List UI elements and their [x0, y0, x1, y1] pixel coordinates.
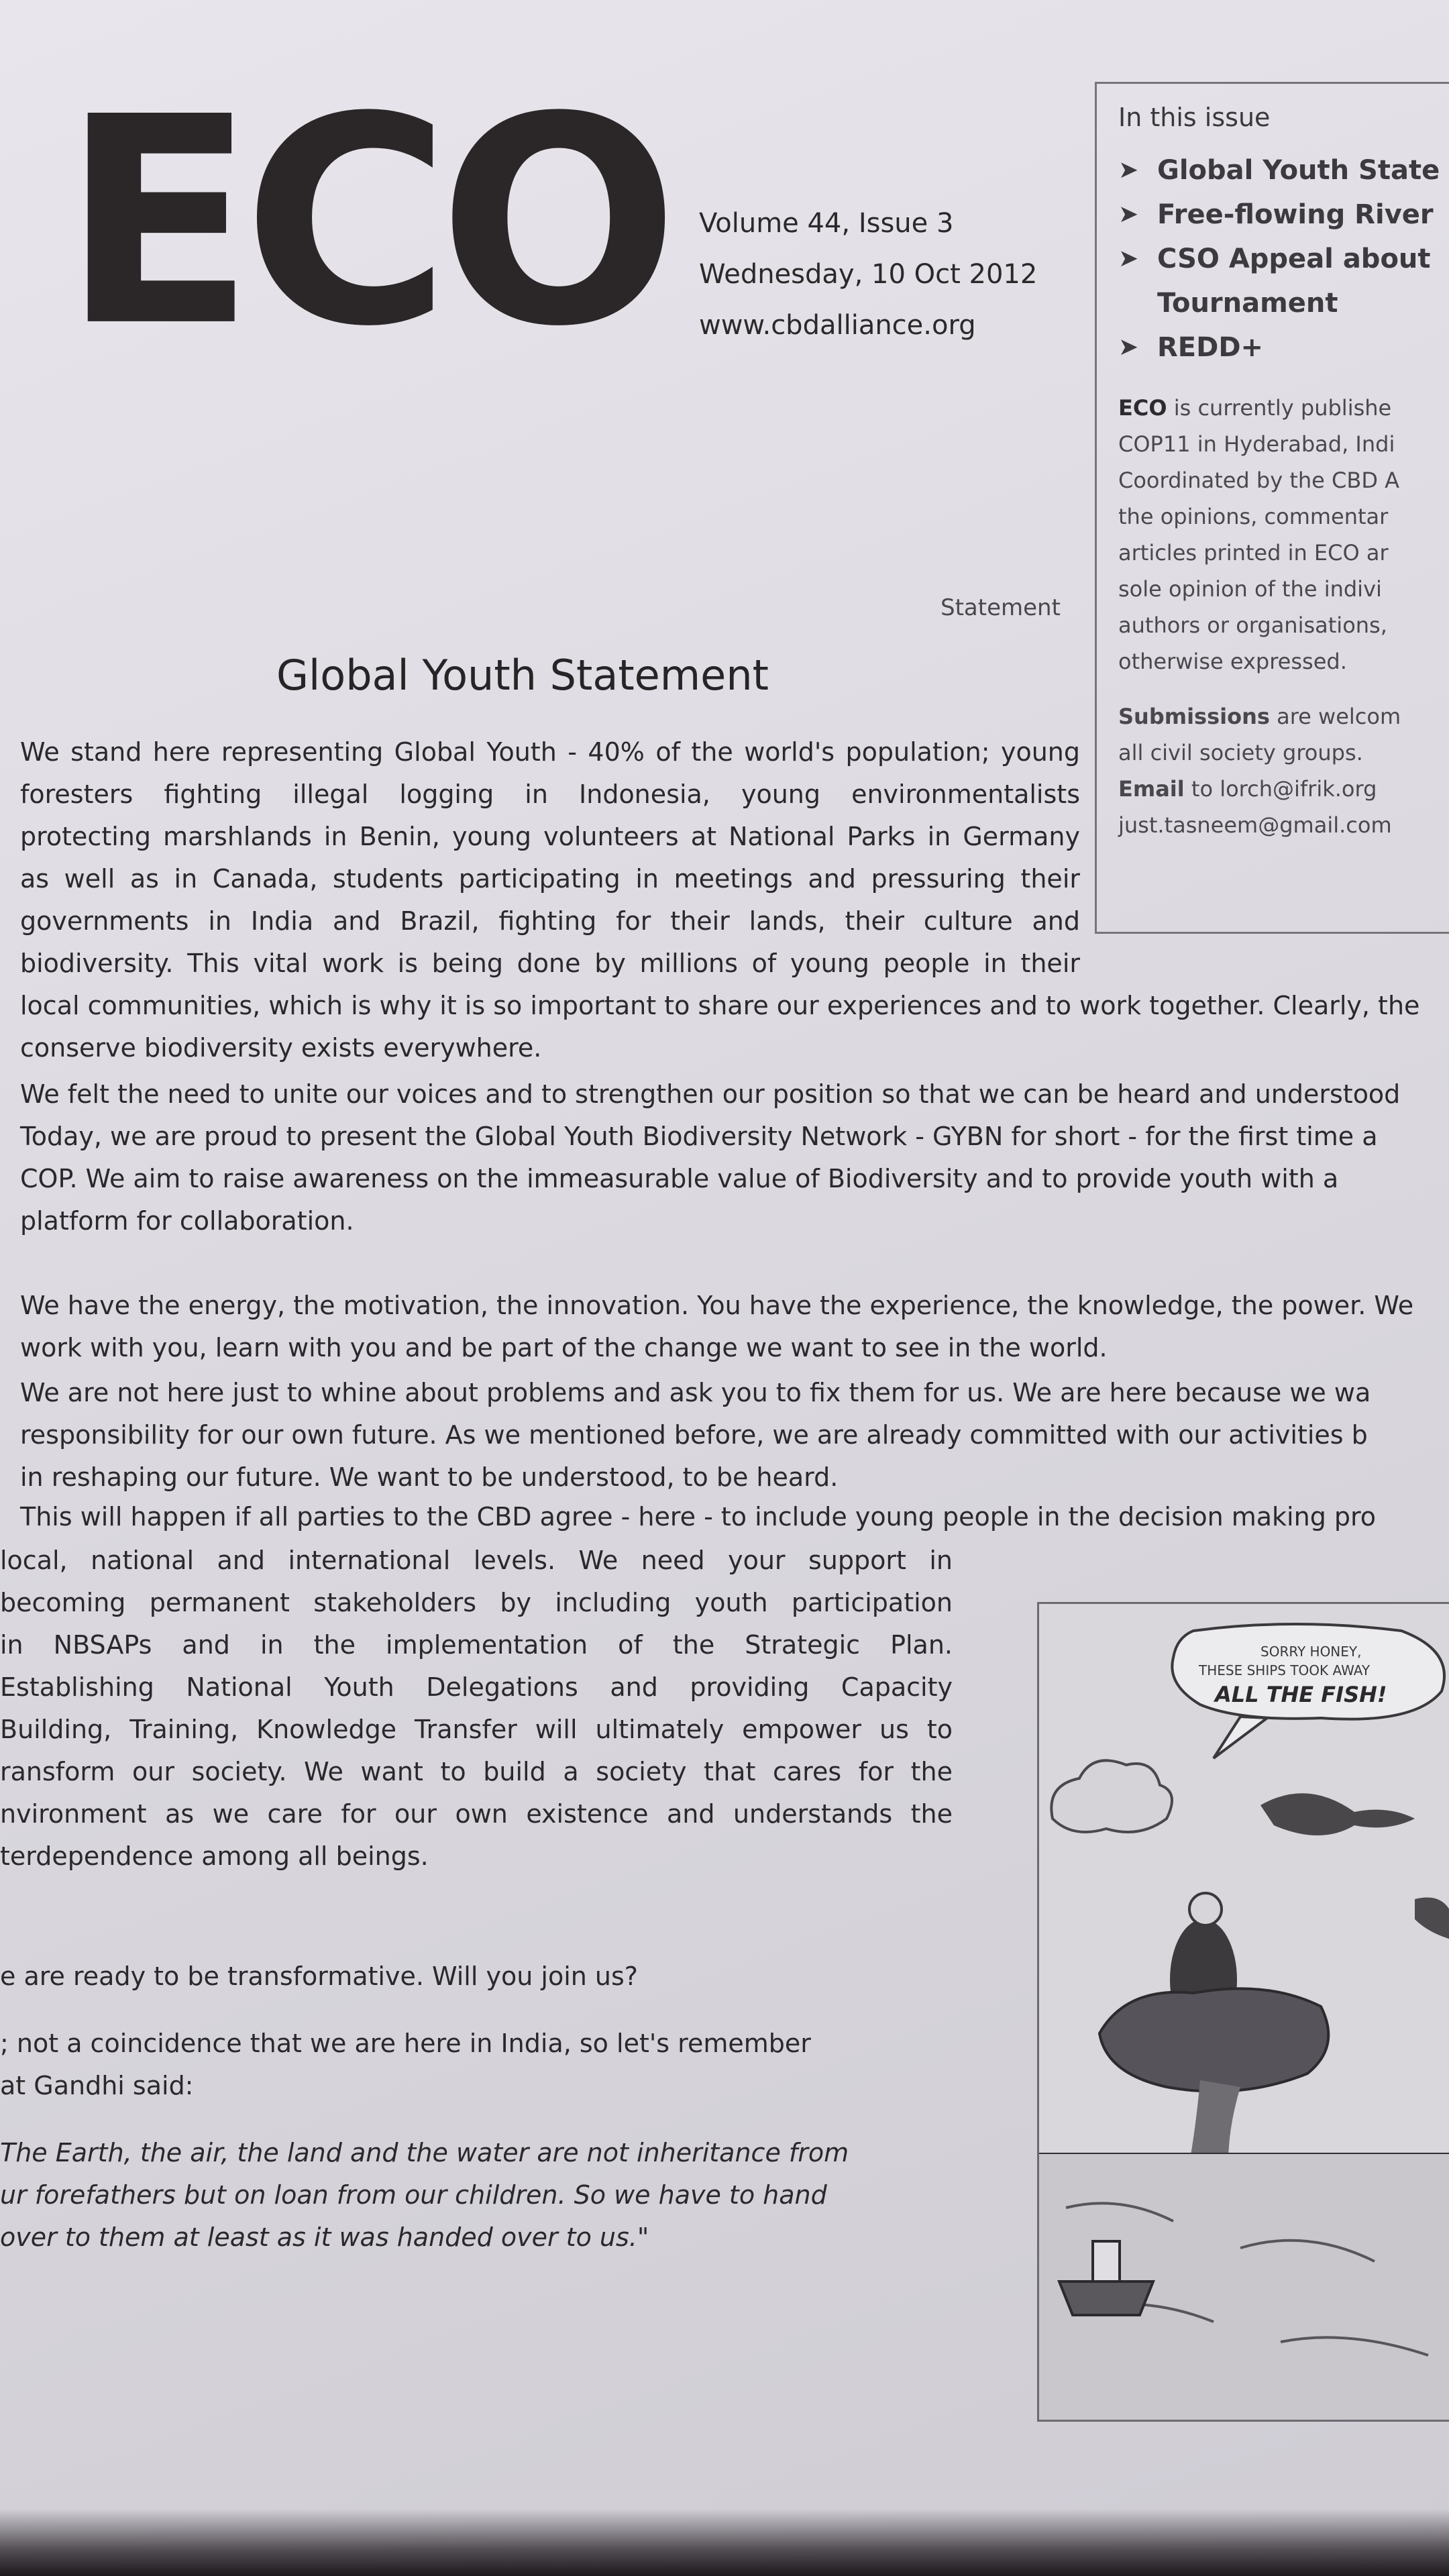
gandhi-quote: [0, 2132, 953, 2259]
issue-date: Wednesday, 10 Oct 2012: [699, 259, 1038, 290]
bubble-line: SORRY HONEY,: [1260, 1644, 1362, 1660]
submissions-line: all civil society groups.: [1118, 740, 1363, 765]
bird-partial: [1415, 1898, 1449, 1940]
text-line: at Gandhi said:: [0, 2071, 194, 2100]
vulture-head: [1189, 1893, 1222, 1925]
ship-cabin: [1093, 2241, 1120, 2282]
text-line: Establishing National Youth Delegations and providing Capacity: [0, 1672, 953, 1702]
toc-item-redd[interactable]: ➤ REDD+: [1118, 325, 1449, 370]
email-line[interactable]: Email to lorch@ifrik.org: [1118, 776, 1377, 802]
text-line: terdependence among all beings.: [0, 1841, 429, 1871]
paragraph-5: [20, 1496, 1449, 1538]
publication-note: [1118, 390, 1449, 680]
paragraph-7: [0, 1955, 953, 1998]
paragraph-6: [0, 1540, 953, 1878]
note-line: ECO is currently publishe: [1118, 395, 1392, 421]
note-line: COP11 in Hyderabad, Indi: [1118, 431, 1395, 457]
toc-item-cso-appeal[interactable]: ➤ CSO Appeal about: [1118, 237, 1449, 281]
in-this-issue-heading: In this issue: [1118, 103, 1271, 132]
text-line: as well as in Canada, students participating in meetings and pressuring their: [20, 864, 1080, 894]
arrow-bullet-icon: ➤: [1118, 201, 1139, 228]
ship-hull: [1059, 2282, 1153, 2315]
note-line: articles printed in ECO ar: [1118, 540, 1389, 566]
text-line: platform for collaboration.: [20, 1206, 354, 1236]
submissions-note: [1118, 698, 1449, 843]
paragraph-3: [20, 1285, 1449, 1369]
text-line: local, national and international levels. We need your support in: [0, 1546, 953, 1575]
text-line: The Earth, the air, the land and the water are not inheritance from: [0, 2138, 849, 2167]
paragraph-8: [0, 2023, 953, 2107]
email-line[interactable]: just.tasneem@gmail.com: [1118, 812, 1392, 838]
text-line: We have the energy, the motivation, the innovation. You have the experience, the knowledge, the power. We: [20, 1291, 1414, 1320]
text-line: work with you, learn with you and be part of the change we want to see in the world.: [20, 1333, 1108, 1362]
paragraph-2: [20, 1073, 1449, 1242]
text-line: COP. We aim to raise awareness on the immeasurable value of Biodiversity and to provide youth with a: [20, 1164, 1339, 1193]
volume-issue: Volume 44, Issue 3: [699, 208, 954, 239]
arrow-bullet-icon: ➤: [1118, 156, 1139, 184]
in-this-issue-box: [1095, 82, 1449, 934]
website-link[interactable]: www.cbdalliance.org: [699, 310, 976, 341]
text-line: e are ready to be transformative. Will you join us?: [0, 1962, 638, 1991]
text-line: governments in India and Brazil, fighting for their lands, their culture and: [20, 906, 1080, 936]
submissions-line: Submissions are welcom: [1118, 704, 1401, 729]
text-line: responsibility for our own future. As we mentioned before, we are already committed with our activities b: [20, 1420, 1368, 1450]
text-line: over to them at least as it was handed over to us.": [0, 2222, 649, 2252]
arrow-bullet-icon: ➤: [1118, 245, 1139, 272]
text-line: We felt the need to unite our voices and to strengthen our position so that we can be heard and understood: [20, 1079, 1401, 1109]
paragraph-4: [20, 1372, 1449, 1499]
text-line: Building, Training, Knowledge Transfer will ultimately empower us to: [0, 1715, 953, 1744]
issue-meta: [699, 198, 1037, 351]
eco-logo: ECO: [62, 55, 667, 389]
text-line: conserve biodiversity exists everywhere.: [20, 1033, 542, 1063]
paragraph-1: [20, 731, 1080, 985]
section-kicker: Statement: [941, 594, 1061, 621]
note-line: authors or organisations,: [1118, 612, 1387, 638]
text-line: nvironment as we care for our own existence and understands the: [0, 1799, 953, 1829]
note-line: sole opinion of the indivi: [1118, 576, 1382, 602]
text-line: in NBSAPs and in the implementation of the Strategic Plan.: [0, 1630, 953, 1660]
toc-item-global-youth[interactable]: ➤ Global Youth State: [1118, 148, 1449, 193]
bubble-line: ALL THE FISH!: [1215, 1682, 1387, 1707]
text-line: protecting marshlands in Benin, young volunteers at National Parks in Germany: [20, 822, 1080, 851]
bubble-line: THESE SHIPS TOOK AWAY: [1199, 1662, 1371, 1678]
text-line: Today, we are proud to present the Global Youth Biodiversity Network - GYBN for short - for the first time a: [20, 1122, 1378, 1151]
text-line: becoming permanent stakeholders by including youth participation: [0, 1588, 953, 1617]
text-line: We are not here just to whine about problems and ask you to fix them for us. We are here because we wa: [20, 1378, 1371, 1407]
article-headline: Global Youth Statement: [276, 651, 769, 700]
cartoon-illustration: [1037, 1602, 1449, 2422]
note-line: the opinions, commentar: [1118, 504, 1389, 529]
note-line: otherwise expressed.: [1118, 649, 1347, 674]
text-line: ransform our society. We want to build a society that cares for the: [0, 1757, 953, 1786]
text-line: ; not a coincidence that we are here in India, so let's remember: [0, 2029, 811, 2058]
text-line: in reshaping our future. We want to be understood, to be heard.: [20, 1462, 839, 1492]
toc-item-rivers[interactable]: ➤ Free-flowing River: [1118, 193, 1449, 237]
text-line: local communities, which is why it is so important to share our experiences and to work together. Clearly, the: [20, 991, 1420, 1020]
note-line: Coordinated by the CBD A: [1118, 468, 1400, 493]
paragraph-1-continued: [20, 985, 1449, 1069]
cartoon-drawing: [1039, 1604, 1449, 2422]
nest: [1099, 1988, 1328, 2091]
text-line: This will happen if all parties to the CBD agree - here - to include young people in the decision making pro: [20, 1502, 1377, 1532]
arrow-bullet-icon: ➤: [1118, 333, 1139, 361]
text-line: ur forefathers but on loan from our children. So we have to hand: [0, 2180, 827, 2210]
text-line: biodiversity. This vital work is being done by millions of young people in their: [20, 949, 1080, 978]
text-line: foresters fighting illegal logging in Indonesia, young environmentalists: [20, 780, 1080, 809]
speech-bubble-tail: [1214, 1717, 1267, 1758]
page-bottom-shadow: [0, 2509, 1449, 2576]
text-line: We stand here representing Global Youth - 40% of the world's population; young: [20, 737, 1080, 767]
flying-bird: [1260, 1793, 1415, 1835]
toc-item-tournament[interactable]: Tournament: [1157, 288, 1338, 319]
cloud: [1051, 1760, 1172, 1832]
